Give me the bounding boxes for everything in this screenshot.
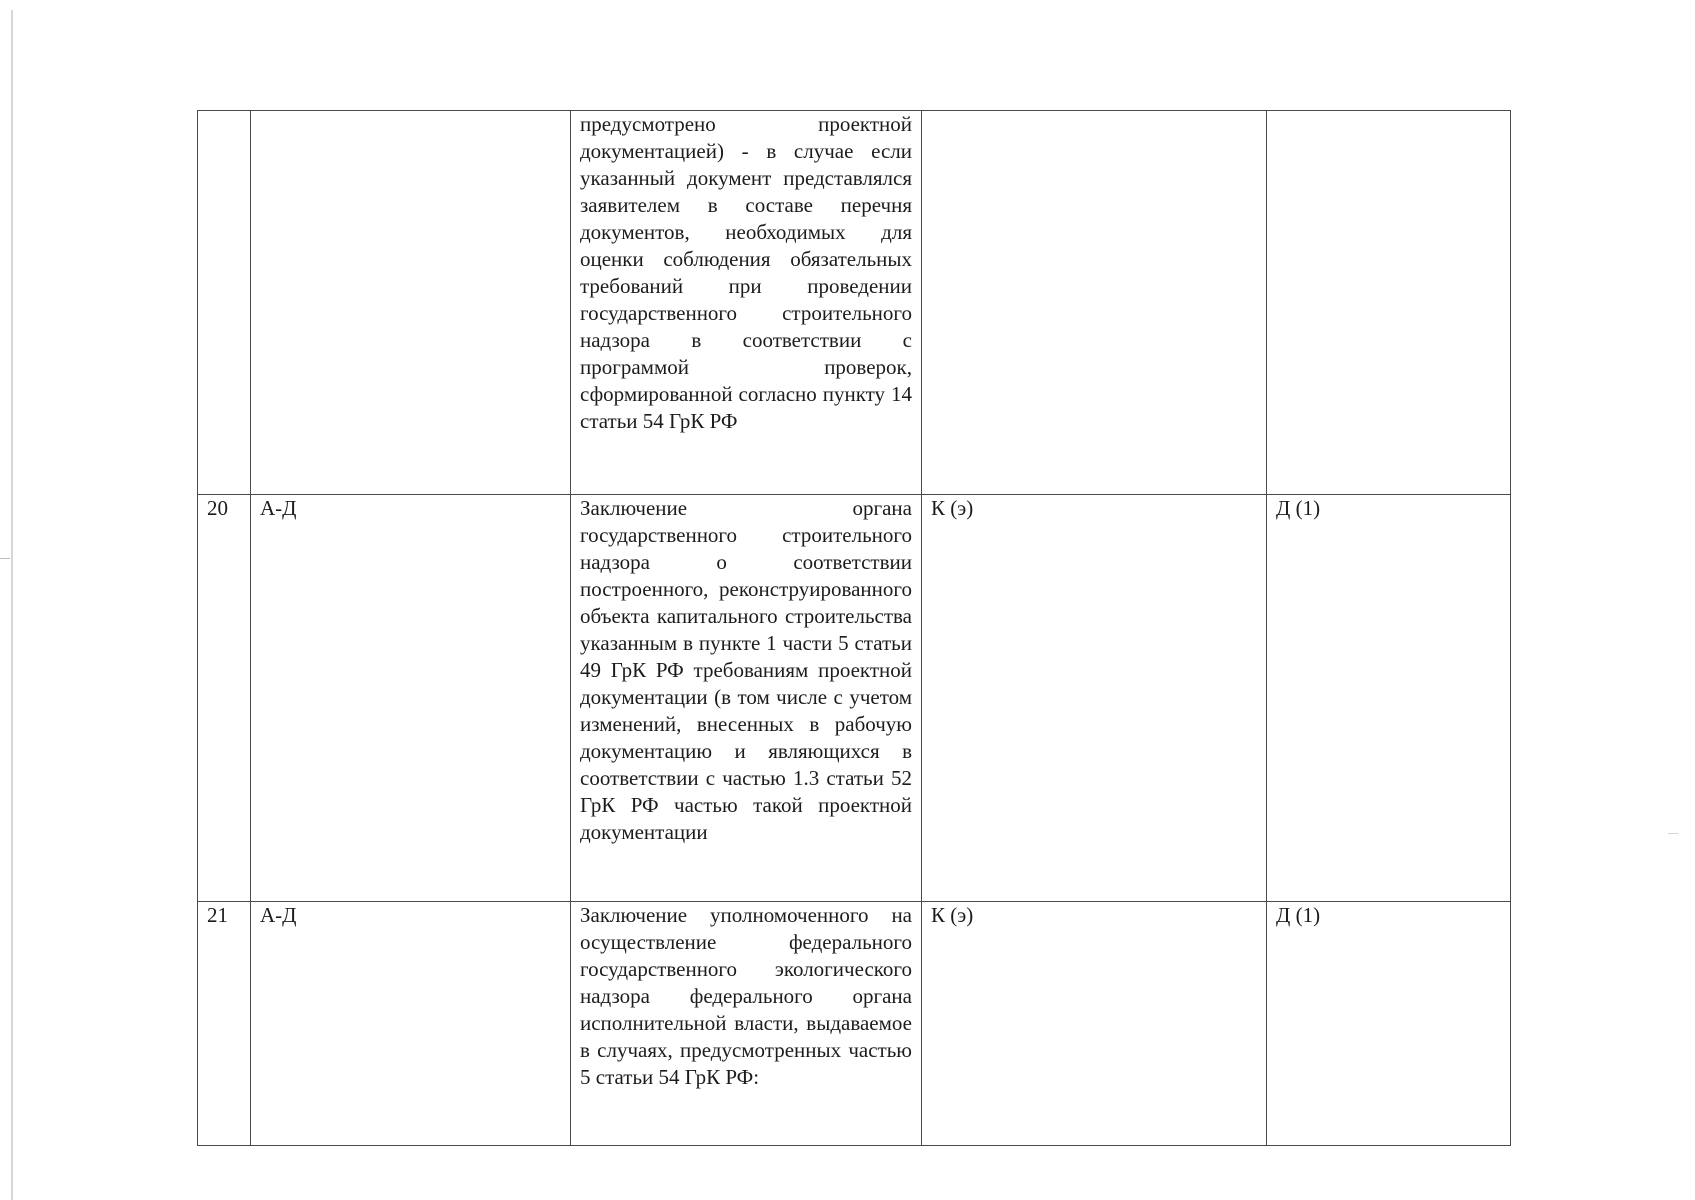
row-d-cell: Д (1) (1267, 495, 1511, 902)
table-row (198, 495, 1511, 902)
row-code-cell: А-Д (251, 902, 571, 1146)
row-number-cell: 20 (198, 495, 251, 902)
row-description-text: предусмотрено проектной документацией) - в случае если указанный документ представлялся заявителем в составе перечня документов, необходимых для оценки соблюдения обязательных требований при проведении государственного строительного надзора в соответствии с программой проверок, сформированной согласно пункту 14 статьи 54 ГрК РФ (580, 112, 912, 433)
row-description-cell (571, 111, 922, 495)
row-code-cell (251, 111, 571, 495)
scan-edge-line (11, 10, 13, 1200)
row-k-cell: К (э) (922, 495, 1267, 902)
scan-mark-right (1668, 833, 1678, 834)
row-k-cell: К (э) (922, 902, 1267, 1146)
row-d-cell: Д (1) (1267, 902, 1511, 1146)
row-description-text: Заключение уполномоченного на осуществление федерального государственного экологического надзора федерального органа исполнительной власти, выдаваемое в случаях, предусмотренных частью 5 статьи 54 ГрК РФ: (580, 903, 912, 1089)
row-description-cell (571, 902, 922, 1146)
requirements-table (197, 110, 1511, 1146)
scan-mark-left (0, 558, 10, 559)
row-number-cell: 21 (198, 902, 251, 1146)
table-row (198, 111, 1511, 495)
table-row (198, 902, 1511, 1146)
row-description-cell (571, 495, 922, 902)
row-number-cell (198, 111, 251, 495)
row-k-cell (922, 111, 1267, 495)
row-d-cell (1267, 111, 1511, 495)
row-code-cell: А-Д (251, 495, 571, 902)
row-description-text: Заключение органа государственного строительного надзора о соответствии построенного, реконструированного объекта капитального строительства указанным в пункте 1 части 5 статьи 49 ГрК РФ требованиям проектной документации (в том числе с учетом изменений, внесенных в рабочую документацию и являющихся в соответствии с частью 1.3 статьи 52 ГрК РФ частью такой проектной документации (580, 496, 912, 844)
